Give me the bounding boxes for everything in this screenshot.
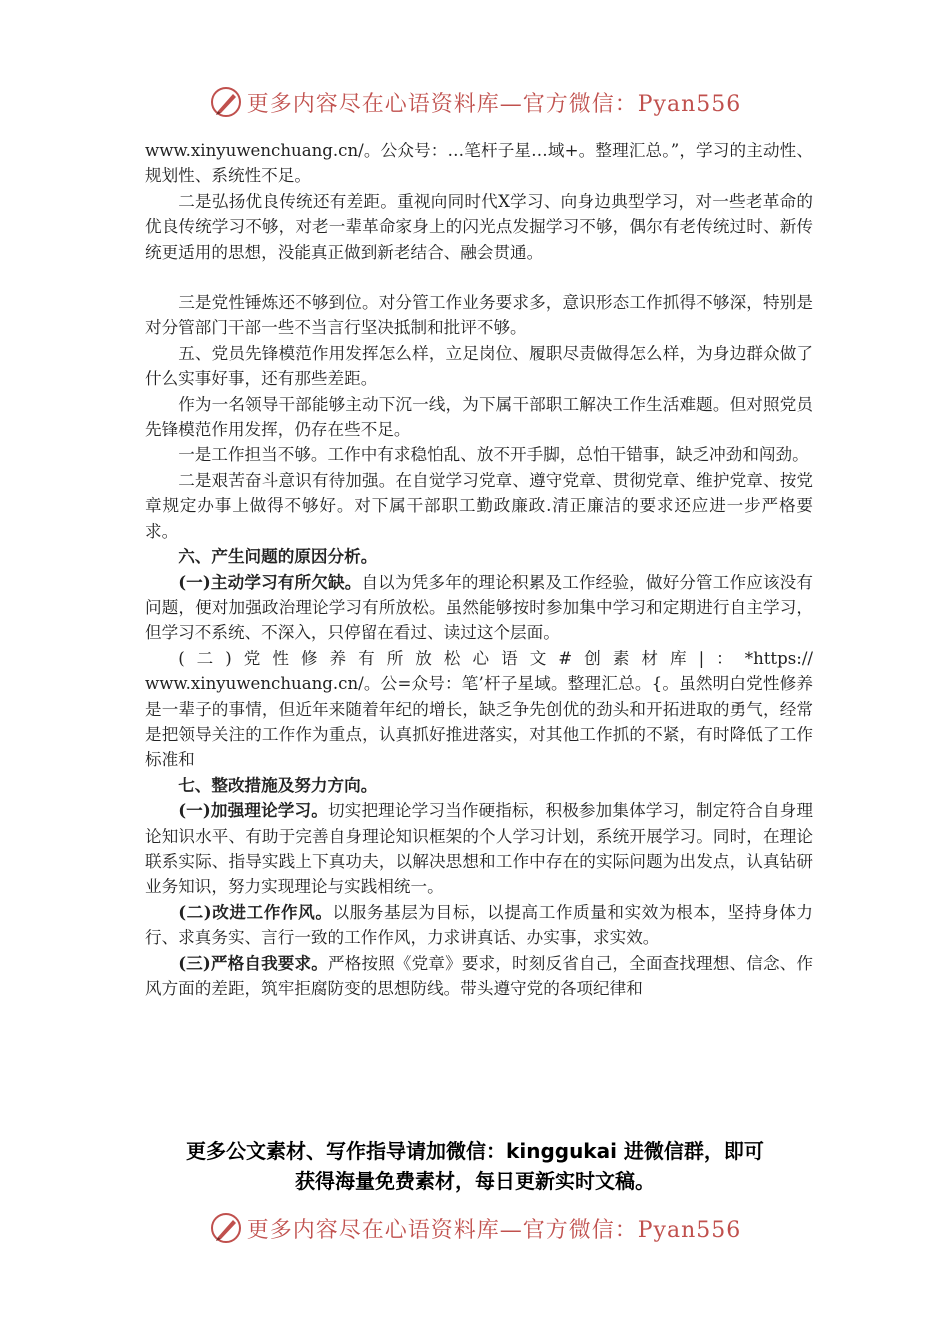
footer-promo <box>130 1136 820 1196</box>
paragraph-8-lead: (一)主动学习有所欠缺。 <box>178 571 362 592</box>
paragraph-gap <box>145 265 813 290</box>
paragraph-10-text: 切实把理论学习当作硬指标，积极参加集体学习，制定符合自身理论知识水平、有助于完善自身理论知识框架的个人学习计划，系统开展学习。同时，在理论联系实际、指导实践上下真功夫，以解决思想和工作中存在的实际问题为出发点，认真钻研业务知识，努力实现理论与实践相统一。 <box>145 801 814 897</box>
footer-promo-line-1: 更多公文素材、写作指导请加微信：kinggukai 进微信群，即可 <box>186 1139 764 1163</box>
paragraph-8 <box>145 570 813 646</box>
paragraph-9a: (二)党性修养有所放松心语文#创素材库|：*https:// <box>178 648 813 668</box>
paragraph-12-lead: (三)严格自我要求。 <box>178 952 328 973</box>
pen-circle-icon <box>209 85 243 119</box>
paragraph-6: 一是工作担当不够。工作中有求稳怕乱、放不开手脚，总怕干错事，缺乏冲劲和闯劲。 <box>178 445 809 465</box>
paragraph-3: 三是党性锤炼还不够到位。对分管工作业务要求多，意识形态工作抓得不够深，特别是对分管部门干部一些不当言行坚决抵制和批评不够。 <box>145 293 813 338</box>
footer-promo-line-2: 获得海量免费素材，每日更新实时文稿。 <box>295 1169 655 1193</box>
paragraph-10 <box>145 798 813 900</box>
header-banner <box>0 82 950 122</box>
pen-circle-icon <box>209 1211 243 1245</box>
header-banner-text: 更多内容尽在心语资料库—官方微信：Pyan556 <box>246 91 742 117</box>
paragraph-5: 作为一名领导干部能够主动下沉一线，为下属干部职工解决工作生活难题。但对照党员先锋模范作用发挥，仍存在些不足。 <box>145 394 813 440</box>
paragraph-8-text: 自以为凭多年的理论积累及工作经验，做好分管工作应该没有问题，便对加强政治理论学习有所放松。虽然能够按时参加集中学习和定期进行自主学习，但学习不系统、不深入，只停留在看过、读过这个层面。 <box>145 572 814 643</box>
section-5-question: 五、党员先锋模范作用发挥怎么样，立足岗位、履职尽责做得怎么样，为身边群众做了什么实事好事，还有那些差距。 <box>145 343 813 389</box>
paragraph-11-lead: (二)改进工作作风。 <box>178 901 333 922</box>
document-body <box>145 138 813 1001</box>
section-6-heading: 六、产生问题的原因分析。 <box>178 546 378 567</box>
footer-banner-text: 更多内容尽在心语资料库—官方微信：Pyan556 <box>246 1217 742 1243</box>
paragraph-2: 二是弘扬优良传统还有差距。重视向同时代X学习、向身边典型学习，对一些老革命的优良传统学习不够，对老一辈革命家身上的闪光点发掘学习不够，偶尔有老传统过时、新传统更适用的思想，没能真正做到新老结合、融会贯通。 <box>145 191 813 262</box>
paragraph-11-text: 以服务基层为目标，以提高工作质量和实效为根本，坚持身体力行、求真务实、言行一致的工作作风，力求讲真话、办实事，求实效。 <box>145 902 813 948</box>
paragraph-7: 二是艰苦奋斗意识有待加强。在自觉学习党章、遵守党章、贯彻党章、维护党章、按党章规定办事上做得不够好。对下属干部职工勤政廉政.清正廉洁的要求还应进一步严格要求。 <box>145 470 813 541</box>
paragraph-11 <box>145 900 813 951</box>
footer-banner <box>0 1208 950 1248</box>
paragraph-1: www.xinyuwenchuang.cn/。公众号：…笔杆子星…域+。整理汇总。”，学习的主动性、规划性、系统性不足。 <box>145 141 813 186</box>
section-7-heading: 七、整改措施及努力方向。 <box>178 774 378 795</box>
paragraph-10-lead: (一)加强理论学习。 <box>178 800 328 821</box>
paragraph-9b: www.xinyuwenchuang.cn/。公=众号：笔’杆子星域。整理汇总。{。虽然明白党性修养是一辈子的事情，但近年来随着年纪的增长，缺乏争先创优的劲头和开拓进取的勇气，经常是把领导关注的工作作为重点，认真抓好推进落实，对其他工作抓的不紧，有时降低了工作标准和 <box>145 674 813 770</box>
paragraph-12 <box>145 951 813 1002</box>
paragraph-12-text: 严格按照《党章》要求，时刻反省自己，全面查找理想、信念、作风方面的差距，筑牢拒腐防变的思想防线。带头遵守党的各项纪律和 <box>145 953 814 998</box>
